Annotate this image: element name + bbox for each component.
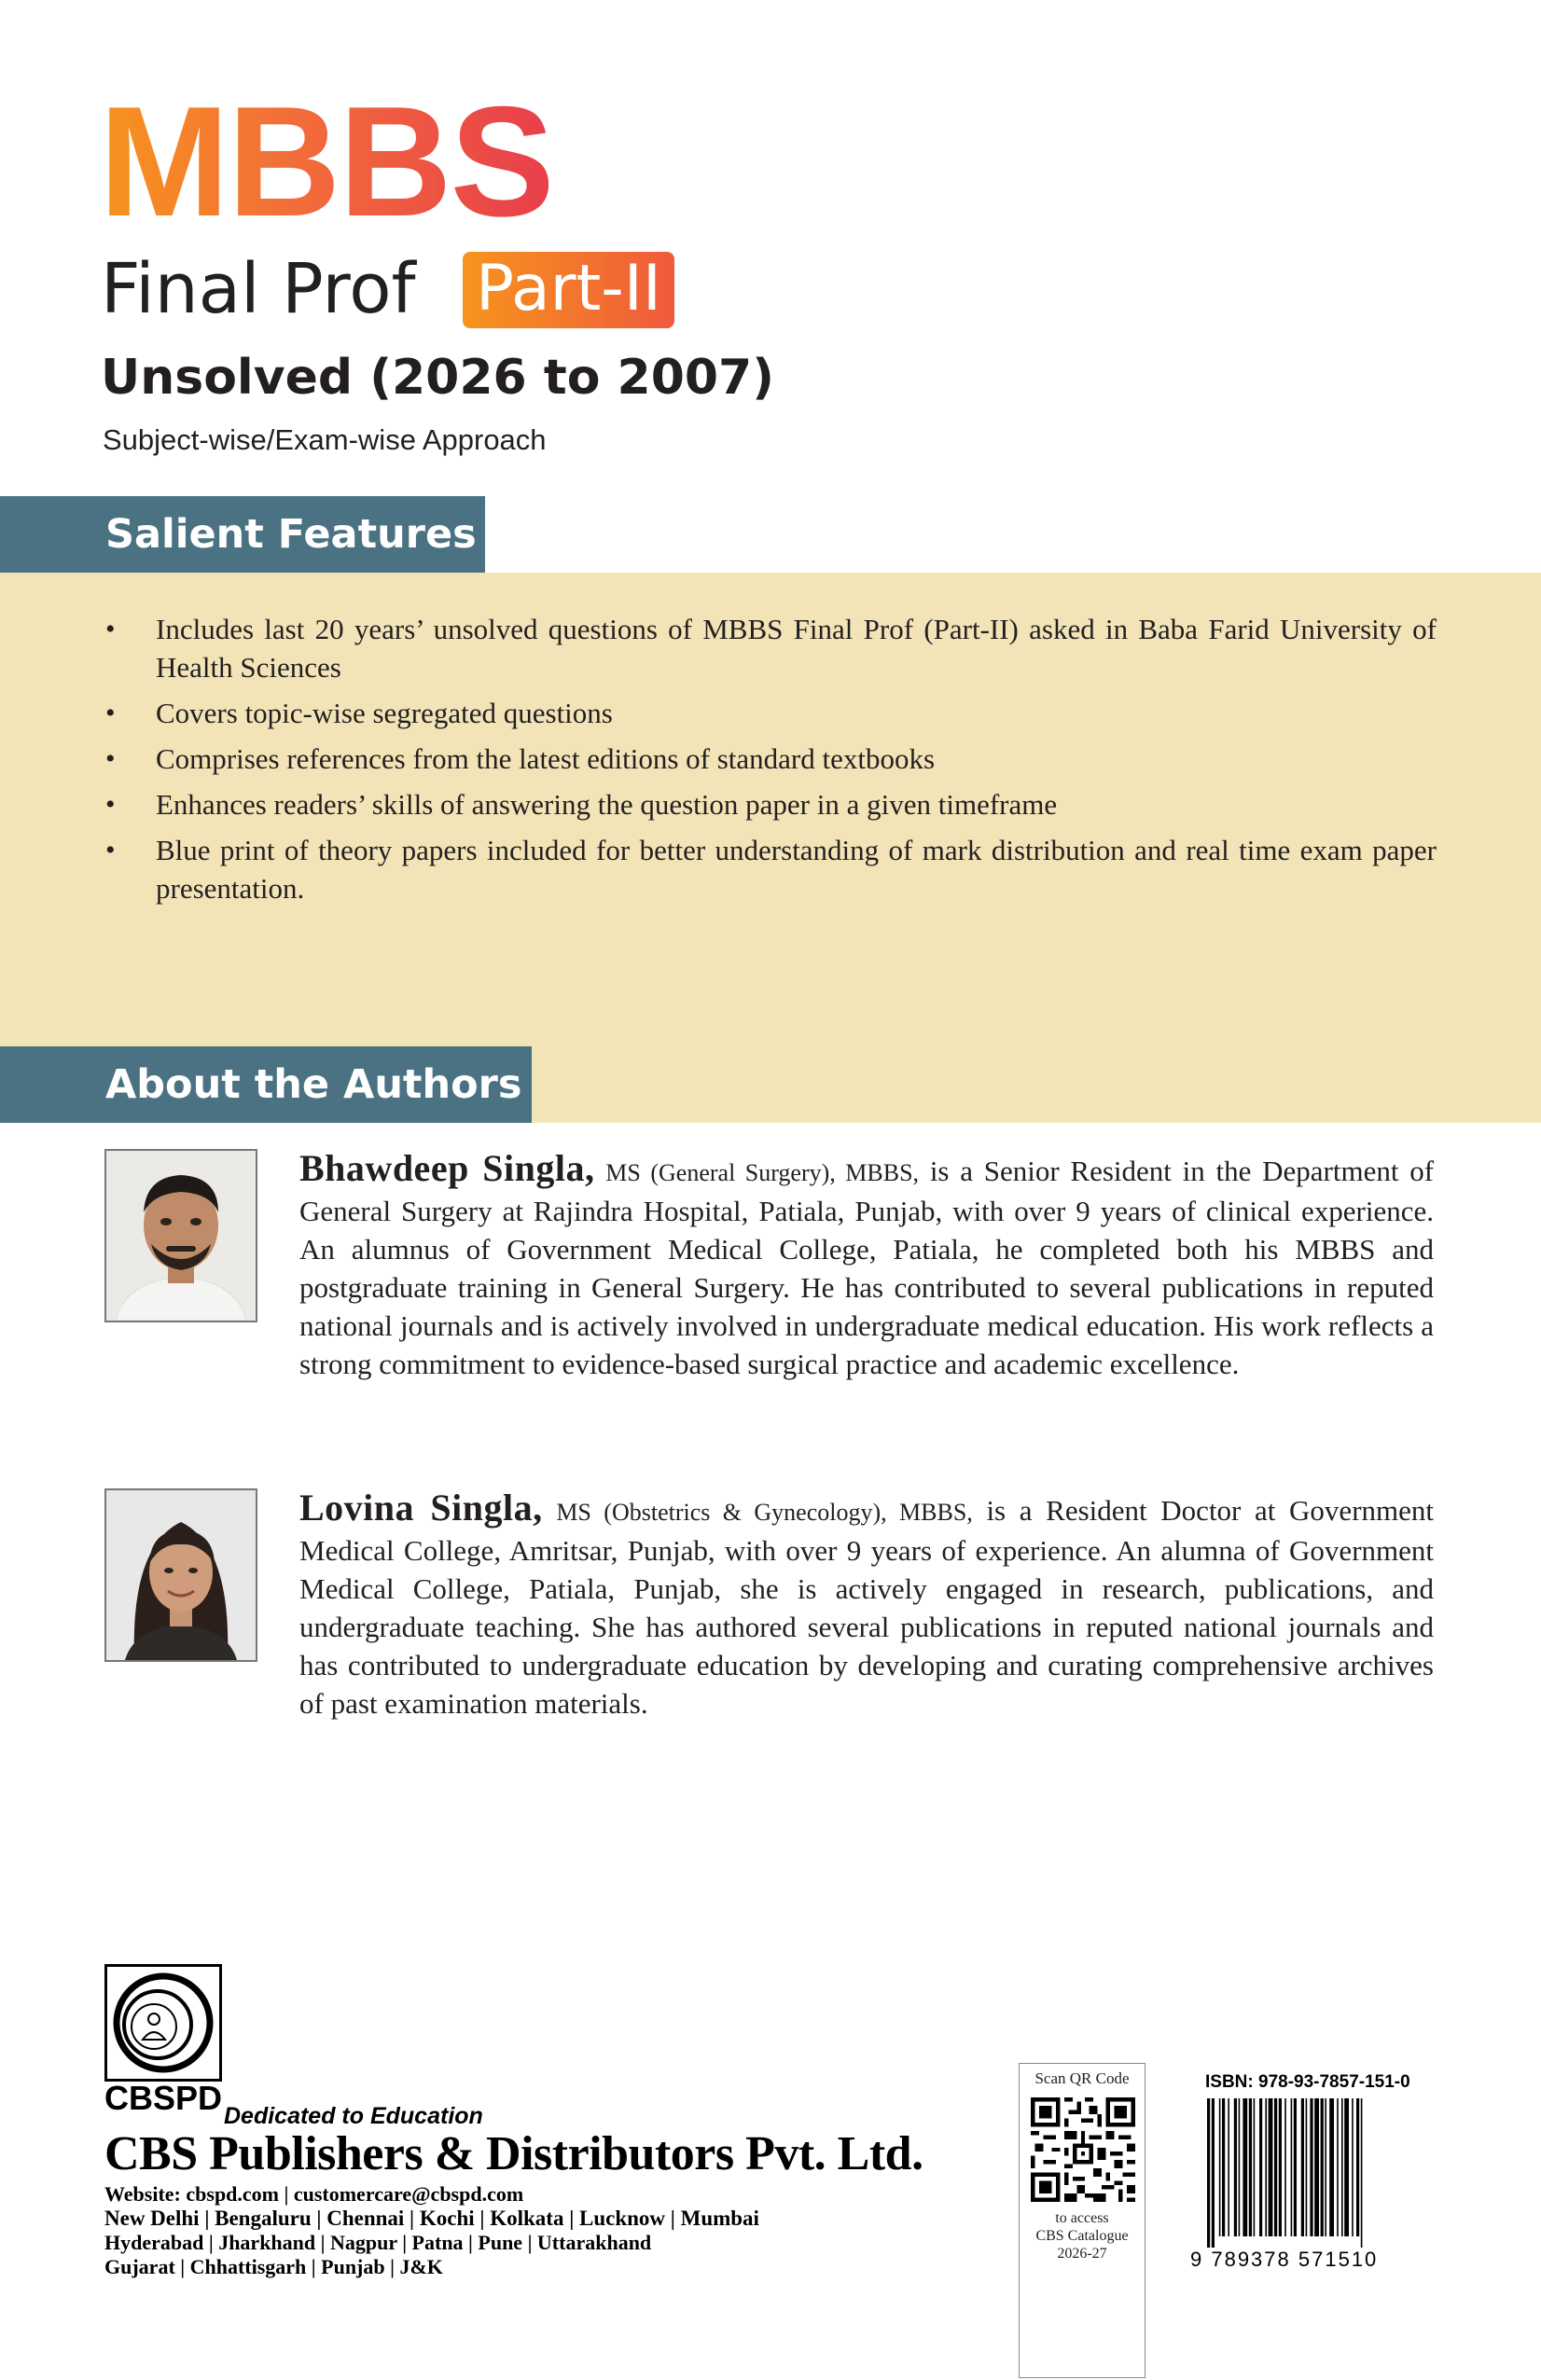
qr-code-icon [1031, 2097, 1135, 2202]
edition-line: Unsolved (2026 to 2007) [101, 350, 775, 406]
author-photo [104, 1488, 257, 1662]
part-badge: Part-II [463, 252, 674, 328]
barcode-bar [1306, 2098, 1308, 2236]
barcode-bar [1325, 2098, 1326, 2236]
bullet-icon: • [105, 789, 116, 820]
features-heading: Salient Features [0, 496, 485, 573]
male-portrait-icon [106, 1151, 256, 1321]
author-bio [299, 1488, 1434, 1723]
barcode-bar [1274, 2098, 1277, 2236]
publisher-cities: Hyderabad | Jharkhand | Nagpur | Patna | Pune | Uttarakhand [104, 2231, 652, 2254]
barcode-digits: 9 789378 571510 [1190, 2248, 1379, 2271]
qr-panel [1019, 2063, 1145, 2378]
list-item: • Enhances readers’ skills of answering the question paper in a given timeframe [98, 785, 1437, 823]
barcode-bar [1301, 2098, 1304, 2236]
barcode-bar [1222, 2098, 1225, 2236]
barcode-bar [1284, 2098, 1286, 2236]
barcode-bar [1234, 2098, 1237, 2236]
barcode-bar [1356, 2098, 1359, 2236]
barcode-bar [1265, 2098, 1267, 2236]
publisher-tagline: Dedicated to Education [224, 2103, 483, 2129]
features-list [98, 610, 1437, 915]
meditating-figure-logo-icon [107, 1967, 219, 2079]
bullet-icon: • [105, 835, 116, 865]
barcode-bar [1249, 2098, 1252, 2236]
publisher-cities: Gujarat | Chhattisgarh | Punjab | J&K [104, 2255, 443, 2278]
barcode-bar [1254, 2098, 1256, 2236]
female-portrait-icon [106, 1490, 256, 1660]
barcode-bar [1310, 2098, 1312, 2236]
barcode-bar [1239, 2098, 1241, 2236]
author-bio-text: is a Senior Resident in the Department of General Surgery at Rajindra Hospital, Patiala, Punjab, with over 9 years of clinical experience. An alumnus of Government Medical College, Patiala, he completed both his MBBS and postgraduate training in General Surgery. He has contributed to several publications in reputed national journals and is actively involved in undergraduate medical education. His work reflects a strong commitment to evidence-based surgical practice and academic excellence. [299, 1155, 1435, 1380]
publisher-name: CBS Publishers & Distributors Pvt. Ltd. [104, 2127, 923, 2180]
author-photo [104, 1149, 257, 1322]
author-credentials: MS (Obstetrics & Gynecology), MBBS, [556, 1499, 973, 1526]
barcode-bar [1294, 2098, 1297, 2236]
barcode-bar [1219, 2098, 1221, 2236]
barcode-bar [1361, 2098, 1363, 2248]
isbn-label: ISBN: 978-93-7857-151-0 [1205, 2072, 1410, 2092]
barcode-bar [1341, 2098, 1343, 2236]
barcode-bar [1212, 2098, 1215, 2248]
publisher-logo-text: CBSPD [104, 2079, 223, 2117]
authors-heading: About the Authors [0, 1046, 532, 1123]
barcode-bar [1314, 2098, 1319, 2236]
barcode-bar [1228, 2098, 1229, 2236]
qr-description: to access CBS Catalogue 2026-27 [1035, 2210, 1129, 2262]
list-item: • Includes last 20 years’ unsolved questions of MBBS Final Prof (Part-II) asked in Baba Farid University of Health Sciences [98, 610, 1437, 686]
author-name: Lovina Singla, [299, 1487, 543, 1529]
book-subtitle: Final Prof [101, 249, 416, 329]
publisher-contact: Website: cbspd.com | customercare@cbspd.com [104, 2182, 524, 2206]
approach-line: Subject-wise/Exam-wise Approach [103, 423, 547, 456]
list-item: • Comprises references from the latest editions of standard textbooks [98, 740, 1437, 778]
barcode-bar [1291, 2098, 1293, 2236]
barcode-bar [1329, 2098, 1334, 2236]
bullet-icon: • [105, 698, 116, 728]
barcode-bar [1259, 2098, 1262, 2236]
publisher-cities: New Delhi | Bengaluru | Chennai | Kochi | Kolkata | Lucknow | Mumbai [104, 2207, 759, 2230]
bullet-icon: • [105, 614, 116, 644]
barcode-bar [1279, 2098, 1282, 2236]
book-title: MBBS [99, 74, 553, 249]
author-credentials: MS (General Surgery), MBBS, [605, 1159, 920, 1186]
barcode-bar [1207, 2098, 1210, 2248]
qr-caption: Scan QR Code [1034, 2069, 1130, 2087]
barcode-icon [1203, 2096, 1414, 2248]
author-name: Bhawdeep Singla, [299, 1147, 595, 1189]
author-bio [299, 1149, 1434, 1383]
barcode-bar [1269, 2098, 1273, 2236]
barcode-bar [1337, 2098, 1339, 2236]
barcode-bar [1321, 2098, 1324, 2236]
author-bio-text: is a Resident Doctor at Government Medical College, Amritsar, Punjab, with over 9 years of experience. An alumna of Government Medical College, Patiala, Punjab, she is actively engaged in research, publications, and undergraduate teaching. She has authored several publications in reputed national journals and has contributed to undergraduate education by developing and curating comprehensive archives of past examination materials. [299, 1494, 1434, 1720]
barcode-bar [1344, 2098, 1349, 2236]
bullet-icon: • [105, 743, 116, 774]
publisher-logo [104, 1964, 222, 2082]
list-item: • Covers topic-wise segregated questions [98, 694, 1437, 732]
list-item: • Blue print of theory papers included for better understanding of mark distribution and real time exam paper presentation. [98, 831, 1437, 907]
barcode-bar [1243, 2098, 1247, 2236]
barcode-bar [1352, 2098, 1354, 2236]
